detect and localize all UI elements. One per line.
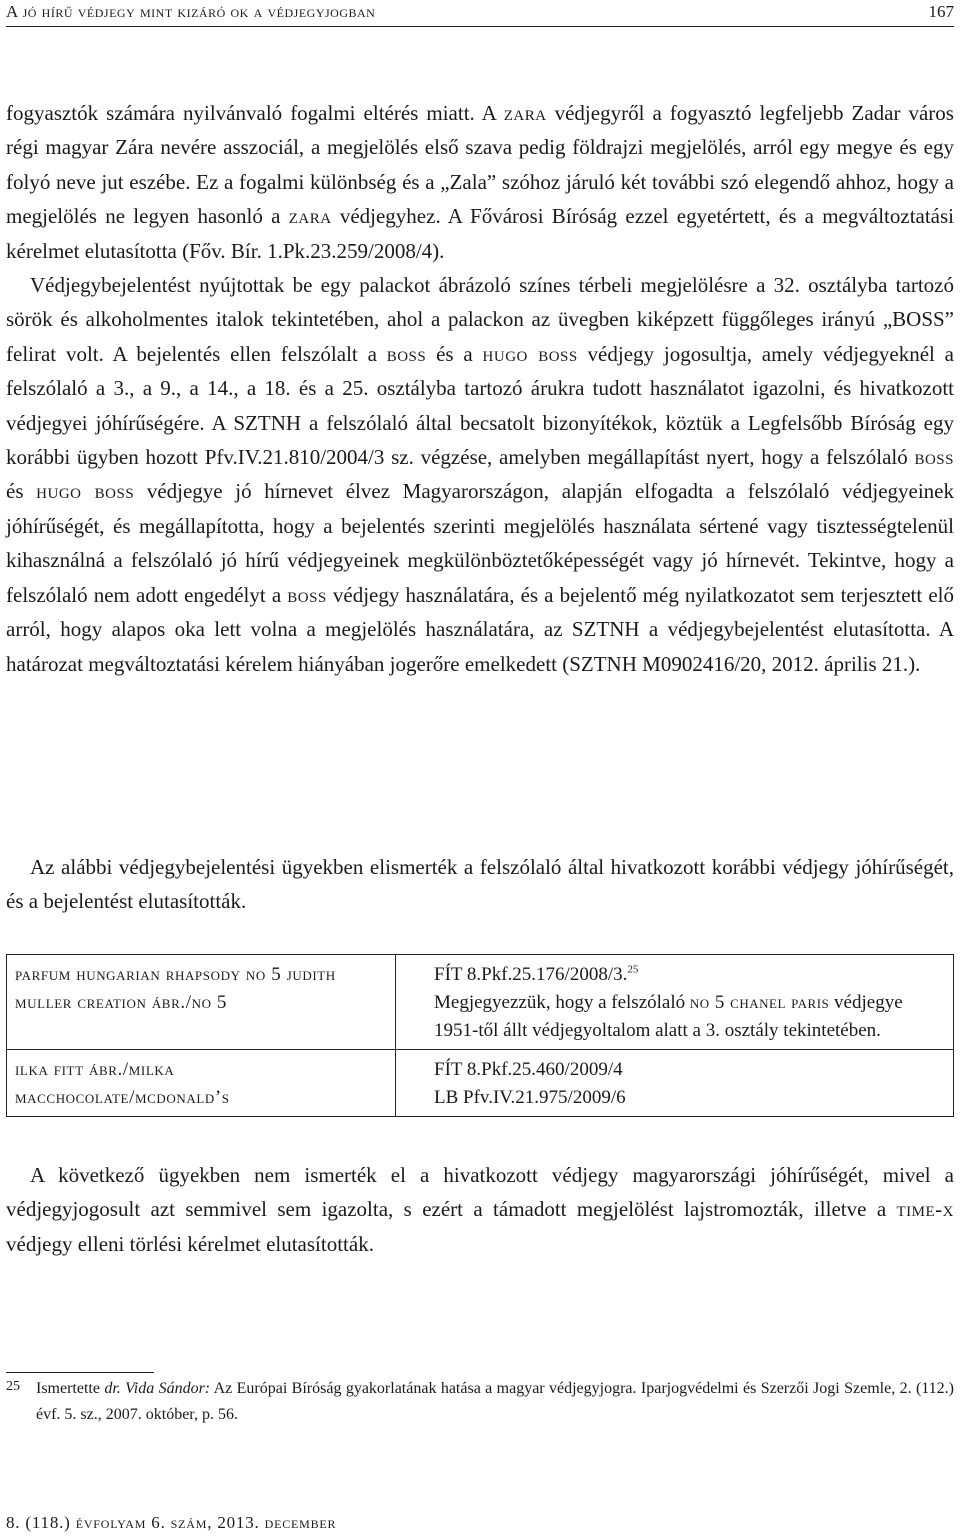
trademark-name: zara — [288, 204, 332, 229]
footnote-reference[interactable]: 25 — [627, 963, 639, 976]
case-reference: FÍT 8.Pkf.25.176/2008/3. — [434, 964, 628, 985]
text-run: védjegy használatára, és a bejelentő még nyilatkozatot sem terjesztett elő arról, hogy alapos oka lett volna a megjelölés használatára, az SZTNH a védjegybejelentést elutasította. A határozat megváltoztatási kérelem hiányában jogerőre emelkedett (SZTNH M0902416/20, 2012. április 21.). — [6, 582, 954, 676]
footnote — [6, 1376, 954, 1428]
text-run: és a — [426, 341, 483, 366]
text-run: védjegyről a fogyasztó legfeljebb Zadar város régi magyar Zára nevére asszociál, a megjelölés első szava pedig földrajzi megjelölés, arról egy megye és egy folyó neve jut eszébe. Ez a fogalmi különbség és a „Zala” szóhoz járuló két további szó elegendő ahhoz, hogy a megjelölés ne legyen hasonló a — [6, 101, 954, 229]
case-mark: ilka fitt ábr./milka macchocolate/mcdonald’s — [7, 1050, 396, 1117]
page-number: 167 — [928, 2, 954, 21]
table-row — [7, 1050, 954, 1117]
text-run: A következő ügyekben nem ismerték el a hivatkozott védjegy magyarországi jóhírűségét, mivel a védjegyjogosult azt semmivel sem igazolta, s ezért a támadott megjelölést lajstromozták, illetve a — [6, 1163, 954, 1222]
text-run: védjegy elleni törlési kérelmet elutasították. — [6, 1231, 374, 1256]
footnote-text — [36, 1376, 954, 1428]
case-details — [396, 1050, 954, 1117]
text-run: Védjegybejelentést nyújtottak be egy palackot ábrázoló színes térbeli megjelölésre a 32. osztályba tartozó sörök és alkoholmentes italok tekintetében, ahol a palackon az üvegben kiképzett függőleges irányú „BOSS” felirat volt. A bejelentés ellen felszólalt a — [6, 273, 954, 366]
trademark-name: boss — [914, 445, 954, 470]
text-run: Az Európai Bíróság gyakorlatának hatása a magyar védjegyjogra. Iparjogvédelmi és Szerzői Jogi Szemle, 2. (112.) évf. 5. sz., 2007. október, p. 56. — [36, 1380, 954, 1423]
case-reference: LB Pfv.IV.21.975/2009/6 — [434, 1087, 626, 1108]
text-run: fogyasztók számára nyilvánvaló fogalmi eltérés miatt. A — [6, 101, 504, 125]
author-name: dr. Vida Sándor: — [104, 1380, 211, 1397]
trademark-name: no 5 chanel paris — [689, 992, 830, 1013]
footnote-number: 25 — [6, 1379, 20, 1394]
text-run: és — [6, 479, 37, 504]
text-run: védjegyhez. A Fővárosi Bíróság ezzel egyetértett, és a megváltoztatási kérelmet elutasította (Főv. Bír. 1.Pk.23.259/2008/4). — [6, 204, 955, 263]
case-mark: parfum hungarian rhapsody no 5 judith muller creation ábr./no 5 — [7, 955, 396, 1050]
trademark-name: boss — [386, 341, 427, 366]
intro-text: Az alábbi védjegybejelentési ügyekben elismerték a felszólaló által hivatkozott korábbi védjegy jóhírűségét, és a bejelentést elutasították. — [6, 855, 954, 914]
table-row — [7, 955, 954, 1050]
trademark-name: time-x — [896, 1197, 954, 1222]
case-details — [396, 955, 954, 1050]
case-reference: FÍT 8.Pkf.25.460/2009/4 — [434, 1059, 623, 1080]
footnote-divider — [6, 1372, 154, 1373]
trademark-name: hugo boss — [36, 479, 135, 504]
text-run: Ismertette — [36, 1380, 105, 1397]
text-run: védjegy jogosultja, amely védjegyeknél a felszólaló a 3., a 9., a 14., a 18. és a 25. osztályba tartozó árukra tudott használatot igazolni, és hivatkozott védjegyei jóhírűségére. A SZTNH a felszólaló által becsatolt bizonyítékok, köztük a Legfelsőbb Bíróság egy korábbi ügyben hozott Pfv.IV.21.810/2004/3 sz. végzése, amelyben megállapítást nyert, hogy a felszólaló — [6, 341, 954, 470]
trademark-name: zara — [503, 101, 547, 125]
paragraph-intro — [6, 850, 954, 919]
issue-footer: 8. (118.) évfolyam 6. szám, 2013. december — [6, 1513, 337, 1532]
case-note: védjegye 1951-től állt védjegyoltalom alatt a 3. osztály tekintetében. — [434, 992, 903, 1041]
trademark-name: hugo boss — [482, 341, 578, 366]
cases-table — [6, 954, 954, 1117]
paragraph-not-recognized — [6, 1158, 954, 1261]
trademark-name: boss — [287, 582, 327, 607]
running-header — [6, 0, 954, 27]
case-note: Megjegyezzük, hogy a felszólaló — [434, 992, 690, 1013]
text-run: védjegye jó hírnevet élvez Magyarországon, alapján elfogadta a felszólaló védjegyeinek jóhírűségét, és megállapította, hogy a bejelentés szerinti megjelölés használata sértené vagy tisztességtelenül kihasználná a felszólaló jó hírű védjegyeinek megkülönböztetőképességét vagy jó hírnevét. Tekintve, hogy a felszólaló nem adott engedélyt a — [6, 479, 954, 607]
running-title: A jó hírű védjegy mint kizáró ok a védjegyjogban — [6, 2, 376, 21]
paragraph-zara — [6, 96, 954, 681]
